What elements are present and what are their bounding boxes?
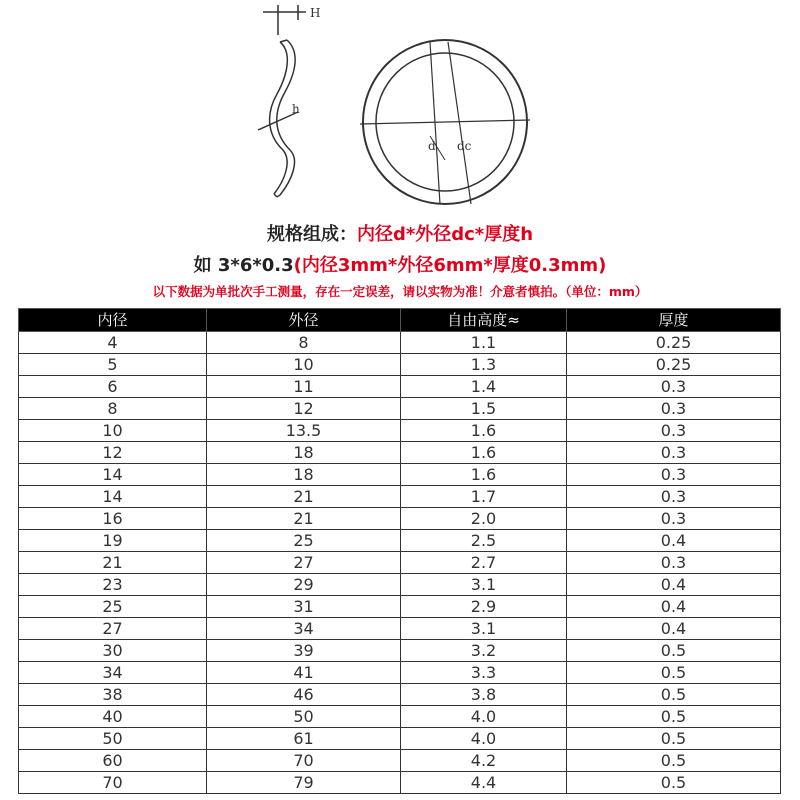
outer-diameter-cell: 41 — [207, 662, 401, 684]
table-row — [19, 464, 781, 486]
free-height-cell: 1.1 — [401, 332, 567, 354]
table-row — [19, 728, 781, 750]
outer-diameter-cell: 70 — [207, 750, 401, 772]
size-table — [18, 308, 781, 794]
free-height-cell: 2.0 — [401, 508, 567, 530]
outer-diameter-cell: 18 — [207, 464, 401, 486]
label-H: H — [310, 6, 321, 20]
thickness-cell: 0.5 — [567, 706, 781, 728]
inner-diameter-cell: 10 — [19, 420, 207, 442]
free-height-cell: 4.0 — [401, 728, 567, 750]
outer-diameter-cell: 79 — [207, 772, 401, 794]
table-header-row — [19, 309, 781, 332]
free-height-cell: 2.9 — [401, 596, 567, 618]
table-row — [19, 508, 781, 530]
outer-diameter-cell: 8 — [207, 332, 401, 354]
table-row — [19, 552, 781, 574]
free-height-cell: 1.6 — [401, 464, 567, 486]
outer-diameter-cell: 11 — [207, 376, 401, 398]
free-height-cell: 4.4 — [401, 772, 567, 794]
outer-diameter-cell: 29 — [207, 574, 401, 596]
inner-diameter-cell: 14 — [19, 486, 207, 508]
label-h: h — [292, 102, 300, 116]
inner-diameter-cell: 19 — [19, 530, 207, 552]
label-dc: dc — [457, 139, 472, 153]
free-height-cell: 3.1 — [401, 574, 567, 596]
table-row — [19, 354, 781, 376]
thickness-cell: 0.4 — [567, 596, 781, 618]
table-row — [19, 750, 781, 772]
free-height-cell: 2.7 — [401, 552, 567, 574]
table-row — [19, 442, 781, 464]
thickness-cell: 0.3 — [567, 420, 781, 442]
header-free-height: 自由高度≈ — [401, 309, 567, 332]
thickness-cell: 0.3 — [567, 398, 781, 420]
thickness-cell: 0.3 — [567, 376, 781, 398]
inner-diameter-cell: 23 — [19, 574, 207, 596]
free-height-cell: 1.7 — [401, 486, 567, 508]
outer-diameter-cell: 18 — [207, 442, 401, 464]
inner-diameter-cell: 14 — [19, 464, 207, 486]
outer-diameter-cell: 34 — [207, 618, 401, 640]
thickness-cell: 0.3 — [567, 552, 781, 574]
wave-washer-drawing — [0, 0, 800, 215]
table-row — [19, 662, 781, 684]
label-d: d — [428, 139, 436, 153]
front-view — [360, 40, 530, 204]
inner-diameter-cell: 12 — [19, 442, 207, 464]
outer-diameter-cell: 39 — [207, 640, 401, 662]
table-body — [19, 332, 781, 794]
outer-diameter-cell: 61 — [207, 728, 401, 750]
free-height-cell: 3.8 — [401, 684, 567, 706]
spec-title-formula: 内径d*外径dc*厚度h — [356, 224, 534, 245]
thickness-cell: 0.4 — [567, 574, 781, 596]
inner-diameter-cell: 38 — [19, 684, 207, 706]
outer-diameter-cell: 21 — [207, 486, 401, 508]
table-row — [19, 420, 781, 442]
thickness-cell: 0.4 — [567, 618, 781, 640]
inner-diameter-cell: 40 — [19, 706, 207, 728]
free-height-cell: 3.2 — [401, 640, 567, 662]
outer-diameter-cell: 46 — [207, 684, 401, 706]
thickness-cell: 0.4 — [567, 530, 781, 552]
table-row — [19, 772, 781, 794]
free-height-cell: 1.4 — [401, 376, 567, 398]
inner-diameter-cell: 16 — [19, 508, 207, 530]
table-row — [19, 618, 781, 640]
thickness-cell: 0.3 — [567, 442, 781, 464]
inner-diameter-cell: 50 — [19, 728, 207, 750]
inner-diameter-cell: 27 — [19, 618, 207, 640]
inner-diameter-cell: 21 — [19, 552, 207, 574]
spec-example — [0, 251, 800, 277]
thickness-cell: 0.3 — [567, 508, 781, 530]
inner-diameter-cell: 8 — [19, 398, 207, 420]
outer-diameter-cell: 21 — [207, 508, 401, 530]
free-height-cell: 1.6 — [401, 420, 567, 442]
header-outer-diameter: 外径 — [207, 309, 401, 332]
inner-diameter-cell: 5 — [19, 354, 207, 376]
table-row — [19, 684, 781, 706]
thickness-cell: 0.3 — [567, 464, 781, 486]
free-height-cell: 1.3 — [401, 354, 567, 376]
table-row — [19, 398, 781, 420]
thickness-cell: 0.5 — [567, 640, 781, 662]
inner-diameter-cell: 60 — [19, 750, 207, 772]
thickness-cell: 0.5 — [567, 728, 781, 750]
free-height-cell: 3.3 — [401, 662, 567, 684]
outer-diameter-cell: 10 — [207, 354, 401, 376]
inner-diameter-cell: 34 — [19, 662, 207, 684]
inner-diameter-cell: 6 — [19, 376, 207, 398]
outer-diameter-cell: 50 — [207, 706, 401, 728]
thickness-cell: 0.5 — [567, 684, 781, 706]
spec-example-prefix: 如 3*6*0.3 — [193, 255, 294, 276]
thickness-cell: 0.3 — [567, 486, 781, 508]
free-height-cell: 3.1 — [401, 618, 567, 640]
outer-diameter-cell: 31 — [207, 596, 401, 618]
free-height-cell: 4.0 — [401, 706, 567, 728]
table-row — [19, 486, 781, 508]
free-height-cell: 1.5 — [401, 398, 567, 420]
table-row — [19, 596, 781, 618]
inner-diameter-cell: 25 — [19, 596, 207, 618]
measurement-notice: 以下数据为单批次手工测量，存在一定误差，请以实物为准！介意者慎拍。（单位：mm） — [152, 284, 648, 299]
thickness-cell: 0.5 — [567, 750, 781, 772]
thickness-cell: 0.25 — [567, 332, 781, 354]
inner-diameter-cell: 4 — [19, 332, 207, 354]
outer-diameter-cell: 12 — [207, 398, 401, 420]
outer-diameter-cell: 27 — [207, 552, 401, 574]
free-height-cell: 4.2 — [401, 750, 567, 772]
spec-title-prefix: 规格组成： — [266, 224, 357, 245]
table-row — [19, 376, 781, 398]
outer-diameter-cell: 25 — [207, 530, 401, 552]
outer-diameter-cell: 13.5 — [207, 420, 401, 442]
spec-title — [0, 220, 800, 246]
thickness-cell: 0.5 — [567, 662, 781, 684]
side-view — [258, 5, 306, 197]
inner-diameter-cell: 30 — [19, 640, 207, 662]
table-row — [19, 574, 781, 596]
inner-diameter-cell: 70 — [19, 772, 207, 794]
table-row — [19, 332, 781, 354]
header-inner-diameter: 内径 — [19, 309, 207, 332]
free-height-cell: 2.5 — [401, 530, 567, 552]
header-thickness: 厚度 — [567, 309, 781, 332]
spec-example-detail: (内径3mm*外径6mm*厚度0.3mm) — [293, 255, 607, 276]
thickness-cell: 0.25 — [567, 354, 781, 376]
thickness-cell: 0.5 — [567, 772, 781, 794]
free-height-cell: 1.6 — [401, 442, 567, 464]
table-row — [19, 706, 781, 728]
table-row — [19, 640, 781, 662]
table-row — [19, 530, 781, 552]
